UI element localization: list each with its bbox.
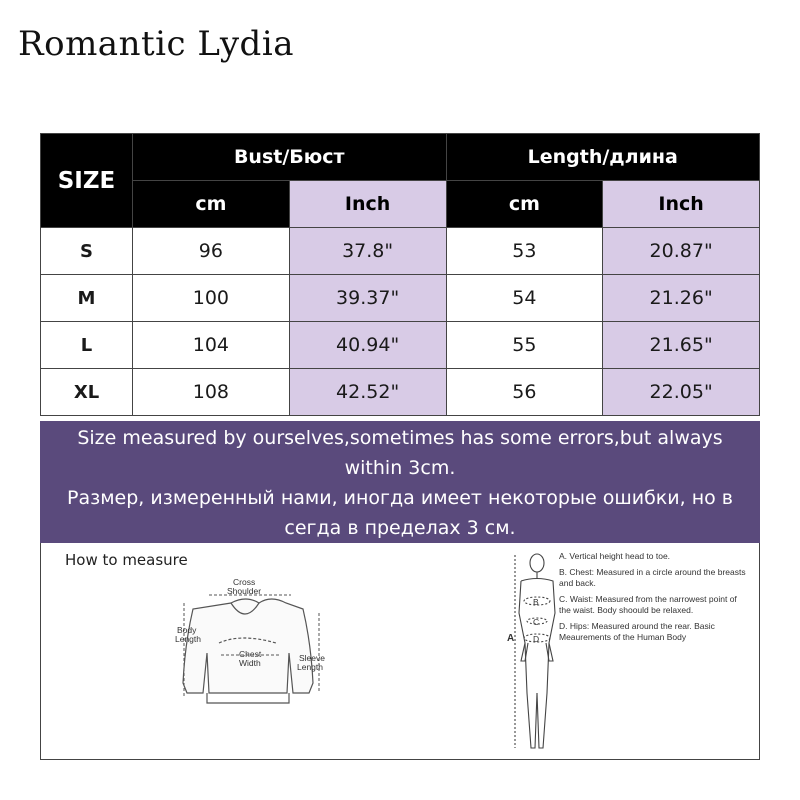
- bust-inch-header: Inch: [289, 181, 446, 228]
- bust-cm-cell: 108: [133, 369, 290, 416]
- length-cm-cell: 53: [446, 228, 603, 275]
- measurement-note: [40, 421, 760, 543]
- bust-cm-cell: 104: [133, 322, 290, 369]
- legend-item: B. Chest: Measured in a circle around the breasts and back.: [559, 566, 746, 588]
- measurement-legend: [559, 551, 749, 648]
- length-cm-header: cm: [446, 181, 603, 228]
- size-cell: S: [41, 228, 133, 275]
- size-chart-table: [40, 133, 760, 416]
- length-inch-cell: 21.26": [603, 275, 760, 322]
- table-row: [41, 275, 760, 322]
- cross-shoulder-label: Cross: [233, 577, 256, 587]
- bust-inch-cell: 40.94": [289, 322, 446, 369]
- length-inch-cell: 20.87": [603, 228, 760, 275]
- how-to-measure-panel: [40, 543, 760, 760]
- legend-item: A. Vertical height head to toe.: [559, 551, 671, 561]
- figure-label-c: C: [533, 617, 540, 627]
- bust-inch-cell: 42.52": [289, 369, 446, 416]
- note-ru-line-1: Размер, измеренный нами, иногда имеет некоторые ошибки, но в: [67, 487, 733, 509]
- length-inch-header: Inch: [603, 181, 760, 228]
- body-length-label: Body: [177, 625, 197, 635]
- note-en-line-1: Size measured by ourselves,sometimes has some errors,but always: [77, 427, 723, 449]
- chest-width-label: Chest: [239, 649, 262, 659]
- bust-header: Bust/Бюст: [133, 134, 447, 181]
- length-cm-cell: 54: [446, 275, 603, 322]
- length-inch-cell: 21.65": [603, 322, 760, 369]
- size-header: SIZE: [41, 134, 133, 228]
- body-length-label-2: Length: [175, 634, 201, 644]
- brand-logo: Romantic Lydia: [18, 24, 294, 64]
- length-cm-cell: 56: [446, 369, 603, 416]
- table-row: [41, 322, 760, 369]
- bust-cm-cell: 100: [133, 275, 290, 322]
- bust-inch-cell: 37.8": [289, 228, 446, 275]
- sleeve-length-label-2: Length: [297, 662, 323, 672]
- figure-label-a: A: [507, 633, 515, 644]
- sleeve-length-label: Sleeve: [299, 653, 325, 663]
- legend-item: D. Hips: Measured around the rear. Basic Meaurements of the Human Body: [559, 620, 715, 642]
- table-row: [41, 369, 760, 416]
- note-en-line-2: within 3cm.: [344, 457, 456, 479]
- how-to-measure-title: How to measure: [65, 551, 188, 569]
- bust-inch-cell: 39.37": [289, 275, 446, 322]
- note-ru-line-2: сегда в пределах 3 см.: [284, 517, 516, 539]
- figure-label-d: D: [533, 634, 540, 644]
- figure-label-b: B: [533, 597, 539, 607]
- human-figure-illustration: [515, 554, 555, 748]
- chest-width-label-2: Width: [239, 658, 261, 668]
- length-inch-cell: 22.05": [603, 369, 760, 416]
- size-cell: L: [41, 322, 133, 369]
- size-cell: M: [41, 275, 133, 322]
- table-row: [41, 228, 760, 275]
- size-cell: XL: [41, 369, 133, 416]
- length-cm-cell: 55: [446, 322, 603, 369]
- bust-cm-header: cm: [133, 181, 290, 228]
- length-header: Length/длина: [446, 134, 760, 181]
- legend-item: C. Waist: Measured from the narrowest point of the waist. Body shoould be relaxed.: [559, 593, 737, 615]
- cross-shoulder-label-2: Shoulder: [227, 586, 262, 596]
- bust-cm-cell: 96: [133, 228, 290, 275]
